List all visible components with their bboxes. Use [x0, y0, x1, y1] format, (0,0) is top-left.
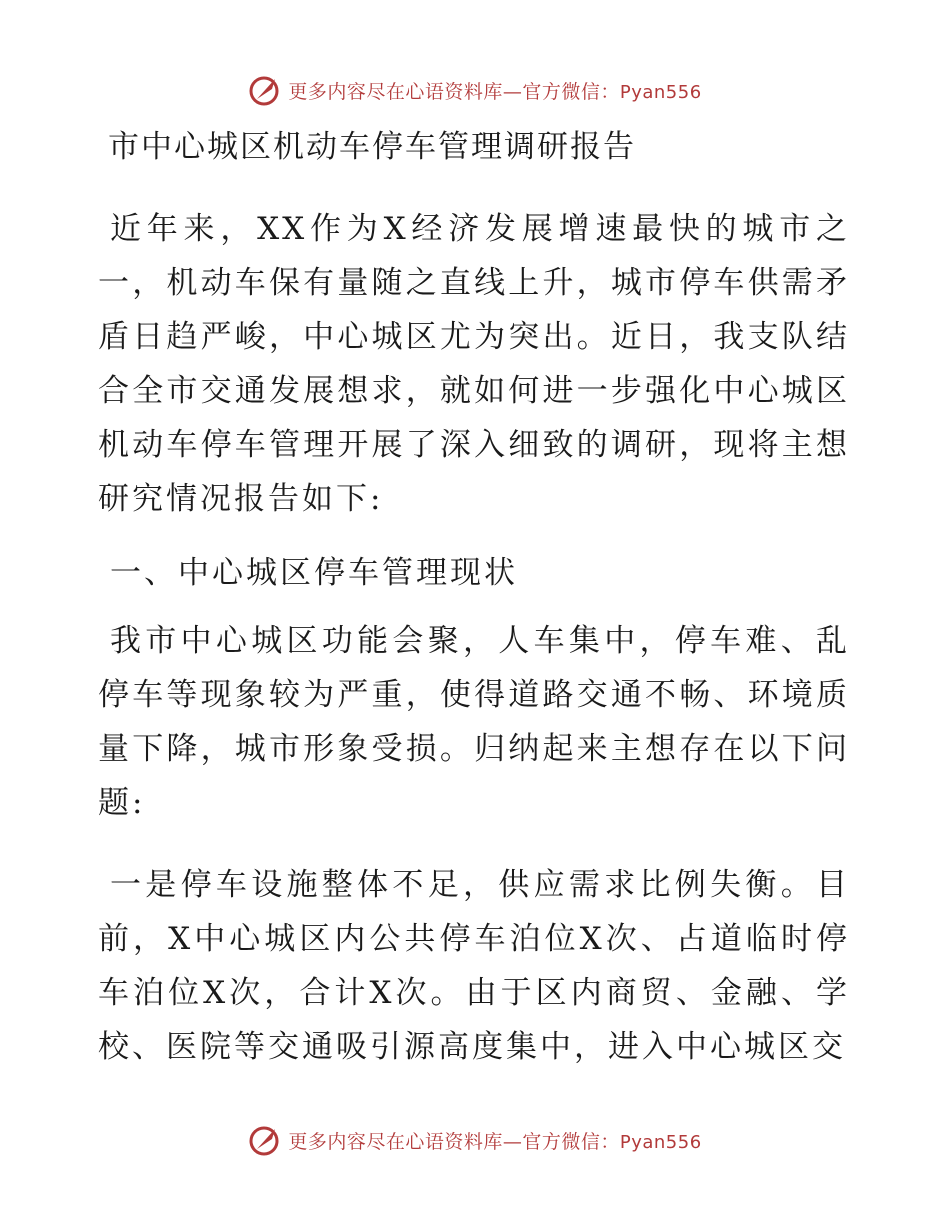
- quill-circle-icon: [248, 1123, 282, 1157]
- intro-paragraph: 近年来，XX作为X经济发展增速最快的城市之一，机动车保有量随之直线上升，城市停车供需矛盾日趋严峻，中心城区尤为突出。近日，我支队结合全市交通发展想求，就如何进一步强化中心城区机动车停车管理开展了深入细致的调研，现将主想研究情况报告如下:: [98, 211, 850, 517]
- document-body: [98, 122, 850, 1074]
- banner-content: [248, 73, 701, 107]
- document-title: 市中心城区机动车停车管理调研报告: [108, 129, 636, 165]
- header-banner: [0, 70, 950, 110]
- banner-label: 更多内容尽在心语资料库—官方微信：: [288, 80, 620, 103]
- banner-label: 更多内容尽在心语资料库—官方微信：: [288, 1130, 620, 1153]
- section-heading: 一、中心城区停车管理现状: [110, 555, 518, 591]
- wechat-id: Pyan556: [619, 81, 702, 103]
- banner-text: [288, 77, 701, 104]
- wechat-id: Pyan556: [619, 1131, 702, 1153]
- banner-content: [248, 1123, 701, 1157]
- point-paragraph: 一是停车设施整体不足，供应需求比例失衡。目前，X中心城区内公共停车泊位X次、占道临时停车泊位X次，合计X次。由于区内商贸、金融、学校、医院等交通吸引源高度集中，进入中心城区交: [98, 867, 850, 1065]
- banner-text: [288, 1127, 701, 1154]
- section-paragraph: 我市中心城区功能会聚，人车集中，停车难、乱停车等现象较为严重，使得道路交通不畅、环境质量下降，城市形象受损。归纳起来主想存在以下问题:: [98, 623, 850, 821]
- quill-circle-icon: [248, 73, 282, 107]
- footer-banner: [0, 1120, 950, 1160]
